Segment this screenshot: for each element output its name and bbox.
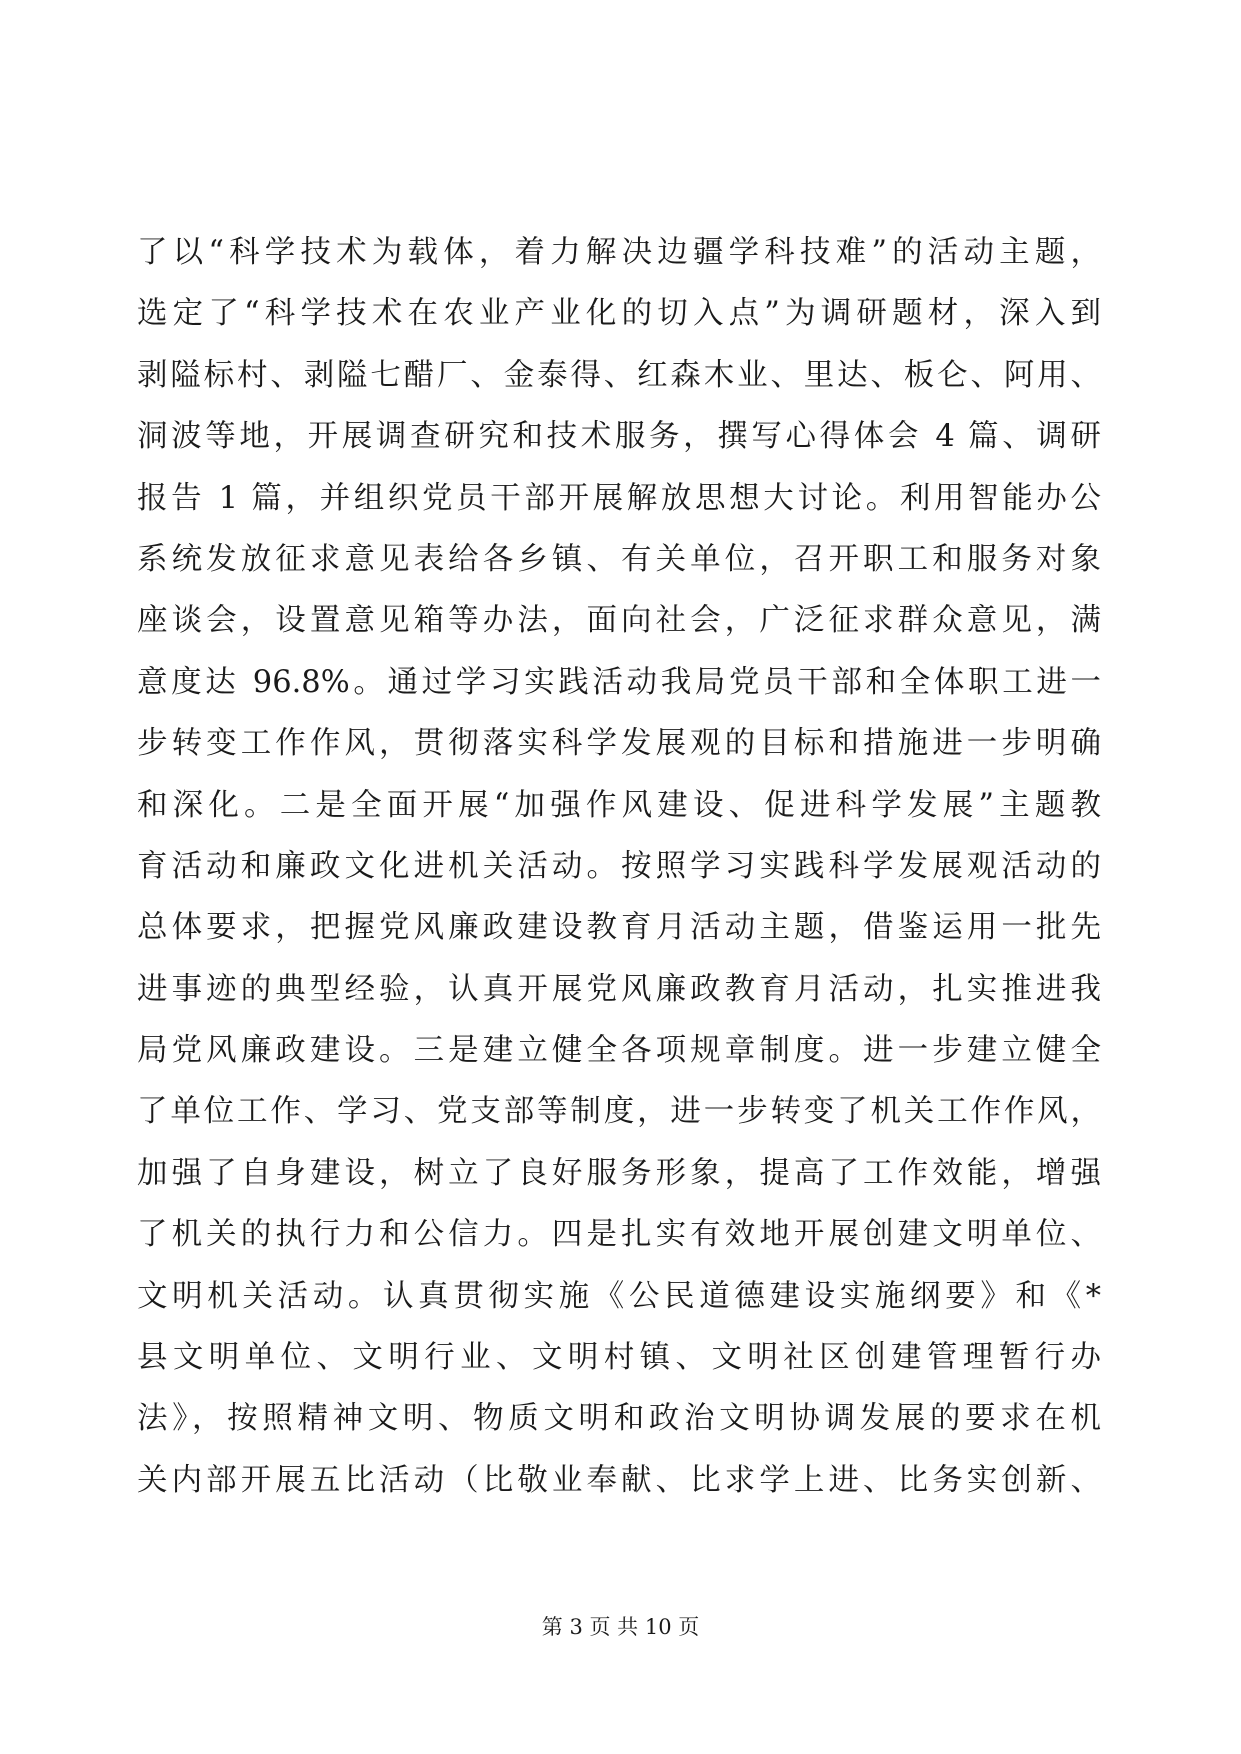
text-line: 育活动和廉政文化进机关活动。按照学习实践科学发展观活动的 [137, 848, 1101, 884]
text-line: 了机关的执行力和公信力。四是扎实有效地开展创建文明单位、 [137, 1217, 1101, 1253]
text-line: 了以“科学技术为载体，着力解决边疆学科技难”的活动主题， [137, 235, 1101, 270]
text-line: 加强了自身建设，树立了良好服务形象，提高了工作效能，增强 [137, 1155, 1101, 1191]
body-text [137, 222, 1101, 1511]
text-line: 局党风廉政建设。三是建立健全各项规章制度。进一步建立健全 [137, 1033, 1101, 1069]
text-line: 和深化。二是全面开展“加强作风建设、促进科学发展”主题教 [137, 787, 1101, 823]
text-line: 报告 1 篇，并组织党员干部开展解放思想大讨论。利用智能办公 [137, 480, 1101, 516]
text-line: 法》，按照精神文明、物质文明和政治文明协调发展的要求在机 [137, 1401, 1101, 1437]
page-footer [0, 1612, 1241, 1642]
text-line: 进事迹的典型经验，认真开展党风廉政教育月活动，扎实推进我 [137, 971, 1101, 1007]
text-line: 县文明单位、文明行业、文明村镇、文明社区创建管理暂行办 [137, 1340, 1101, 1376]
text-line: 了单位工作、学习、党支部等制度，进一步转变了机关工作作风， [137, 1094, 1101, 1130]
page-number: 第 3 页 共 10 页 [541, 1615, 700, 1639]
text-line: 系统发放征求意见表给各乡镇、有关单位，召开职工和服务对象 [137, 541, 1101, 577]
text-line: 座谈会，设置意见箱等办法，面向社会，广泛征求群众意见，满 [137, 603, 1101, 639]
text-line: 步转变工作作风，贯彻落实科学发展观的目标和措施进一步明确 [137, 726, 1101, 762]
text-line: 洞波等地，开展调查研究和技术服务，撰写心得体会 4 篇、调研 [137, 419, 1101, 455]
text-line: 剥隘标村、剥隘七醋厂、金泰得、红森木业、里达、板仑、阿用、 [137, 357, 1101, 393]
text-line: 意度达 96.8%。通过学习实践活动我局党员干部和全体职工进一 [137, 664, 1101, 700]
text-line: 关内部开展五比活动（比敬业奉献、比求学上进、比务实创新、 [137, 1462, 1101, 1498]
text-line: 总体要求，把握党风廉政建设教育月活动主题，借鉴运用一批先 [137, 910, 1101, 946]
text-line: 选定了“科学技术在农业产业化的切入点”为调研题材，深入到 [137, 296, 1101, 332]
text-line: 文明机关活动。认真贯彻实施《公民道德建设实施纲要》和《* [137, 1278, 1101, 1314]
